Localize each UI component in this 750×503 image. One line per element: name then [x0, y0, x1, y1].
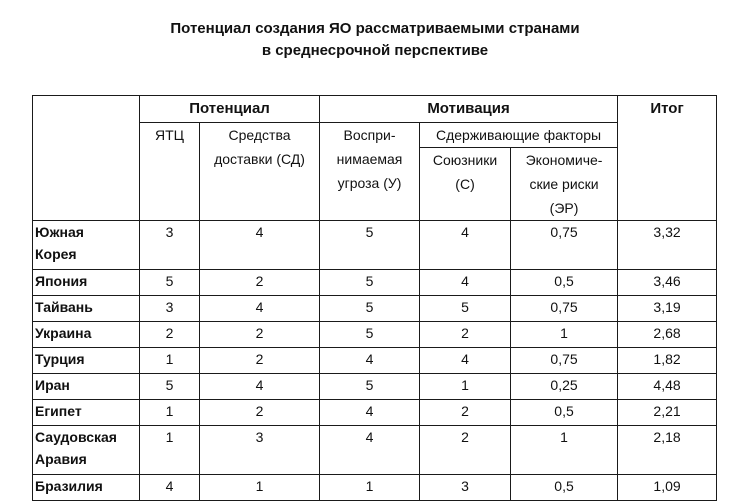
country-name-line-1: Турция [35, 351, 85, 367]
table-row [33, 426, 717, 475]
country-name-line-2: Аравия [35, 451, 87, 467]
cell-econ: 0,25 [511, 374, 618, 400]
header-delivery-line-2: доставки (СД) [214, 151, 305, 167]
cell-ytc: 3 [140, 296, 200, 322]
cell-result: 3,19 [618, 296, 717, 322]
country-name-line-1: Украина [35, 325, 92, 341]
header-potential: Потенциал [140, 96, 320, 123]
header-econ-line-2: ские риски [529, 176, 599, 192]
country-name-line-1: Бразилия [35, 478, 103, 494]
cell-ytc: 2 [140, 322, 200, 348]
country-name [33, 348, 140, 374]
cell-allies: 4 [420, 270, 511, 296]
country-name-line-1: Япония [35, 273, 88, 289]
cell-threat: 5 [320, 322, 420, 348]
cell-allies: 4 [420, 221, 511, 270]
cell-allies: 4 [420, 348, 511, 374]
header-econ-line-1: Экономиче- [525, 152, 603, 168]
cell-econ: 0,5 [511, 270, 618, 296]
header-ytc: ЯТЦ [140, 123, 200, 221]
cell-threat: 4 [320, 348, 420, 374]
cell-ytc: 1 [140, 348, 200, 374]
cell-result: 1,09 [618, 475, 717, 501]
cell-threat: 4 [320, 426, 420, 475]
table-row [33, 475, 717, 501]
table-row [33, 348, 717, 374]
cell-econ: 0,75 [511, 348, 618, 374]
cell-allies: 2 [420, 400, 511, 426]
cell-allies: 2 [420, 426, 511, 475]
table-body [33, 221, 717, 501]
country-name [33, 221, 140, 270]
cell-ytc: 5 [140, 270, 200, 296]
cell-econ: 0,5 [511, 475, 618, 501]
country-name [33, 426, 140, 475]
cell-delivery: 4 [200, 374, 320, 400]
cell-threat: 1 [320, 475, 420, 501]
country-name [33, 296, 140, 322]
country-name-line-1: Южная [35, 224, 84, 240]
header-threat-line-2: нимаемая [336, 151, 403, 167]
table-row [33, 400, 717, 426]
table-title [0, 18, 750, 62]
cell-delivery: 4 [200, 221, 320, 270]
country-name-line-2: Корея [35, 246, 77, 262]
cell-delivery: 2 [200, 322, 320, 348]
header-deterrents: Сдерживающие факторы [420, 123, 618, 148]
header-threat-line-3: угроза (У) [337, 175, 402, 191]
country-name [33, 322, 140, 348]
header-threat [320, 123, 420, 221]
header-threat-line-1: Воспри- [343, 127, 396, 143]
header-delivery-line-1: Средства [228, 127, 291, 143]
title-line-2: в среднесрочной перспективе [261, 42, 489, 59]
table-row [33, 296, 717, 322]
table-row [33, 322, 717, 348]
cell-threat: 5 [320, 374, 420, 400]
cell-result: 4,48 [618, 374, 717, 400]
title-line-1: Потенциал создания ЯО рассматриваемыми странами [170, 20, 580, 37]
header-allies [420, 148, 511, 221]
cell-result: 3,46 [618, 270, 717, 296]
country-name [33, 475, 140, 501]
cell-result: 2,21 [618, 400, 717, 426]
cell-econ: 0,5 [511, 400, 618, 426]
header-result: Итог [618, 96, 717, 221]
cell-ytc: 4 [140, 475, 200, 501]
header-econ-line-3: (ЭР) [549, 200, 579, 216]
country-name-line-1: Тайвань [35, 299, 93, 315]
cell-ytc: 5 [140, 374, 200, 400]
country-name [33, 374, 140, 400]
header-country-corner [33, 96, 140, 221]
cell-result: 1,82 [618, 348, 717, 374]
header-econ-risks [511, 148, 618, 221]
country-name-line-1: Египет [35, 403, 82, 419]
header-motivation: Мотивация [320, 96, 618, 123]
cell-ytc: 3 [140, 221, 200, 270]
table-row [33, 270, 717, 296]
cell-threat: 5 [320, 221, 420, 270]
cell-delivery: 3 [200, 426, 320, 475]
cell-allies: 2 [420, 322, 511, 348]
cell-threat: 5 [320, 270, 420, 296]
cell-delivery: 2 [200, 400, 320, 426]
cell-delivery: 2 [200, 270, 320, 296]
nuclear-potential-table [32, 95, 717, 501]
country-name-line-1: Иран [35, 377, 70, 393]
country-name-line-1: Саудовская [35, 429, 117, 445]
table-row [33, 221, 717, 270]
country-name [33, 400, 140, 426]
cell-delivery: 1 [200, 475, 320, 501]
cell-ytc: 1 [140, 426, 200, 475]
table-header [33, 96, 717, 221]
cell-result: 3,32 [618, 221, 717, 270]
cell-econ: 1 [511, 322, 618, 348]
cell-allies: 5 [420, 296, 511, 322]
cell-econ: 0,75 [511, 296, 618, 322]
header-delivery [200, 123, 320, 221]
header-allies-line-2: (С) [455, 176, 475, 192]
cell-econ: 0,75 [511, 221, 618, 270]
cell-allies: 1 [420, 374, 511, 400]
table-row [33, 374, 717, 400]
cell-delivery: 2 [200, 348, 320, 374]
cell-ytc: 1 [140, 400, 200, 426]
cell-econ: 1 [511, 426, 618, 475]
cell-allies: 3 [420, 475, 511, 501]
cell-threat: 5 [320, 296, 420, 322]
cell-result: 2,68 [618, 322, 717, 348]
header-allies-line-1: Союзники [432, 152, 498, 168]
cell-threat: 4 [320, 400, 420, 426]
cell-delivery: 4 [200, 296, 320, 322]
cell-result: 2,18 [618, 426, 717, 475]
country-name [33, 270, 140, 296]
